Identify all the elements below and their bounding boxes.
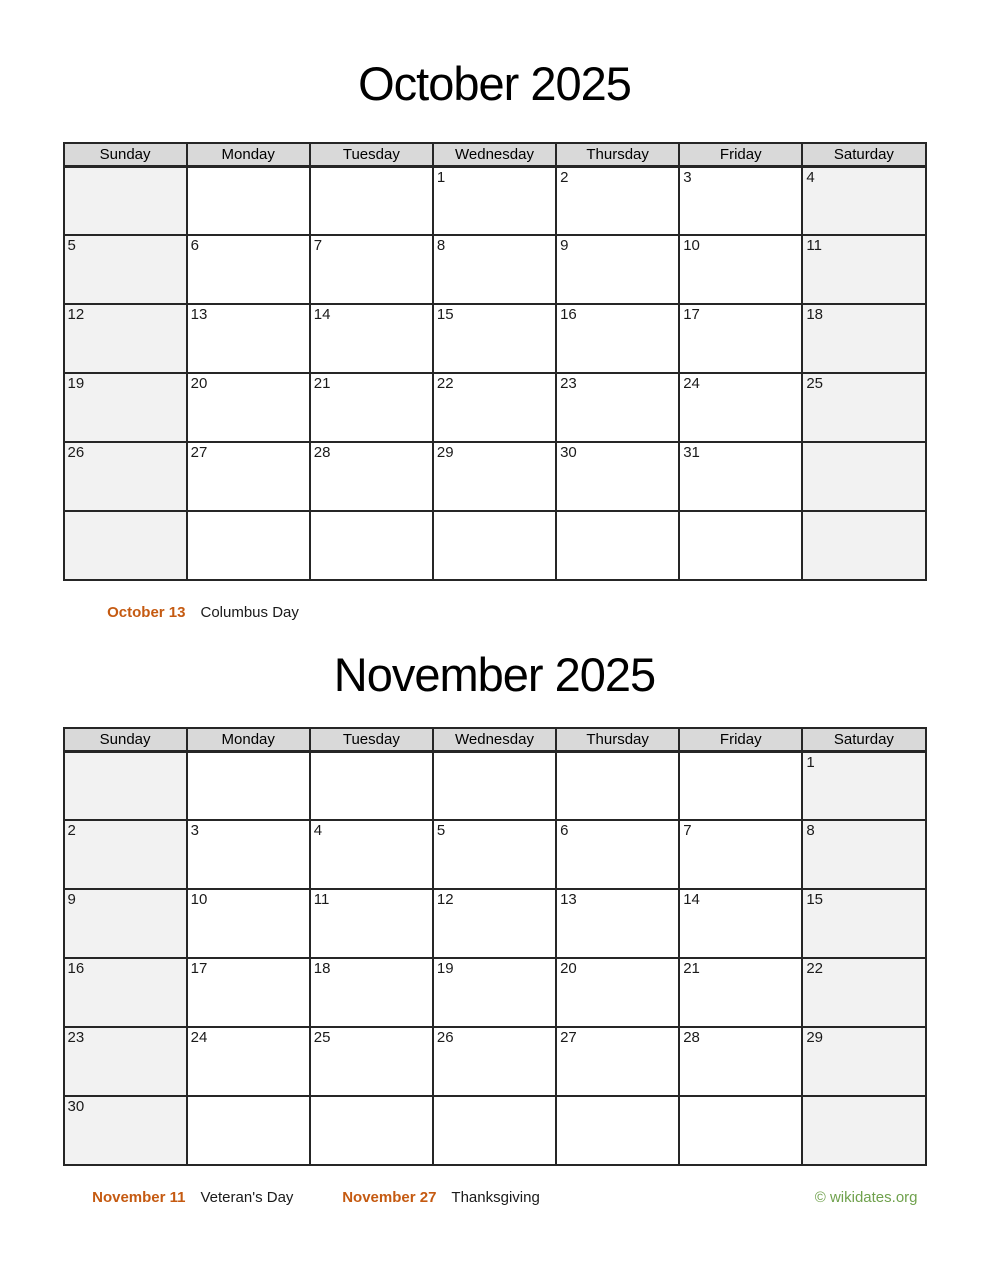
weekday-header: Saturday [802, 728, 925, 751]
holiday-notes [63, 1188, 927, 1208]
day-cell [64, 511, 187, 580]
day-cell [187, 1096, 310, 1165]
site-credit-link[interactable]: © wikidates.org [814, 1189, 918, 1206]
day-cell: 29 [433, 442, 556, 511]
day-cell: 25 [802, 373, 925, 442]
day-cell: 31 [679, 442, 802, 511]
day-cell [556, 511, 679, 580]
day-cell [187, 751, 310, 820]
day-cell: 12 [64, 304, 187, 373]
day-cell: 30 [64, 1096, 187, 1165]
day-cell [433, 511, 556, 580]
weekday-header: Friday [679, 143, 802, 166]
weekday-header: Tuesday [310, 728, 433, 751]
day-cell: 7 [679, 820, 802, 889]
day-cell [310, 1096, 433, 1165]
weekday-header: Tuesday [310, 143, 433, 166]
holiday-date: November 27 [342, 1189, 437, 1206]
day-cell [64, 166, 187, 235]
day-cell [64, 751, 187, 820]
holiday-name: Veteran's Day [200, 1189, 294, 1206]
day-cell: 26 [64, 442, 187, 511]
day-cell: 30 [556, 442, 679, 511]
day-cell: 29 [802, 1027, 925, 1096]
day-cell [310, 511, 433, 580]
day-cell [679, 1096, 802, 1165]
day-cell: 14 [679, 889, 802, 958]
day-cell: 19 [64, 373, 187, 442]
day-cell: 11 [310, 889, 433, 958]
day-cell: 23 [64, 1027, 187, 1096]
day-cell: 13 [556, 889, 679, 958]
holiday-item [63, 1188, 294, 1208]
day-cell: 20 [187, 373, 310, 442]
day-cell: 4 [802, 166, 925, 235]
day-cell: 22 [433, 373, 556, 442]
month-title: November 2025 [333, 648, 656, 701]
day-cell [433, 1096, 556, 1165]
day-cell: 28 [310, 442, 433, 511]
day-cell: 10 [679, 235, 802, 304]
week-row [64, 442, 926, 511]
weekday-header: Monday [187, 728, 310, 751]
day-cell: 7 [310, 235, 433, 304]
day-cell: 2 [64, 820, 187, 889]
day-cell: 3 [187, 820, 310, 889]
day-cell: 27 [187, 442, 310, 511]
weekday-header: Saturday [802, 143, 925, 166]
weekday-header: Thursday [556, 728, 679, 751]
day-cell [802, 1096, 925, 1165]
holiday-date: October 13 [107, 604, 186, 621]
day-cell [802, 511, 925, 580]
week-row [64, 511, 926, 580]
week-row [64, 958, 926, 1027]
month-section [63, 57, 927, 623]
day-cell: 22 [802, 958, 925, 1027]
weekday-header: Friday [679, 728, 802, 751]
day-cell: 1 [433, 166, 556, 235]
day-cell: 16 [64, 958, 187, 1027]
day-cell: 23 [556, 373, 679, 442]
day-cell [679, 751, 802, 820]
day-cell [679, 511, 802, 580]
week-row [64, 1027, 926, 1096]
day-cell: 13 [187, 304, 310, 373]
weekday-header: Wednesday [433, 728, 556, 751]
holiday-item [63, 603, 299, 623]
day-cell: 5 [64, 235, 187, 304]
holiday-name: Columbus Day [200, 604, 299, 621]
day-cell: 14 [310, 304, 433, 373]
day-cell: 15 [802, 889, 925, 958]
day-cell [187, 511, 310, 580]
day-cell: 1 [802, 751, 925, 820]
day-cell: 18 [310, 958, 433, 1027]
day-cell: 20 [556, 958, 679, 1027]
holiday-notes [63, 603, 927, 623]
week-row [64, 235, 926, 304]
day-cell: 21 [310, 373, 433, 442]
day-cell: 28 [679, 1027, 802, 1096]
day-cell: 24 [187, 1027, 310, 1096]
day-cell: 3 [679, 166, 802, 235]
day-cell: 8 [802, 820, 925, 889]
day-cell: 18 [802, 304, 925, 373]
day-cell: 6 [556, 820, 679, 889]
holiday-item [313, 1188, 539, 1208]
day-cell: 19 [433, 958, 556, 1027]
holiday-date: November 11 [92, 1189, 186, 1206]
day-cell: 25 [310, 1027, 433, 1096]
day-cell: 5 [433, 820, 556, 889]
day-cell [802, 442, 925, 511]
weekday-header: Sunday [64, 143, 187, 166]
day-cell: 10 [187, 889, 310, 958]
day-cell: 9 [556, 235, 679, 304]
weekday-header-row [64, 728, 926, 751]
day-cell: 15 [433, 304, 556, 373]
day-cell: 16 [556, 304, 679, 373]
week-row [64, 166, 926, 235]
calendar-table [63, 727, 927, 1166]
day-cell [310, 751, 433, 820]
day-cell: 4 [310, 820, 433, 889]
day-cell: 24 [679, 373, 802, 442]
week-row [64, 304, 926, 373]
day-cell: 27 [556, 1027, 679, 1096]
day-cell: 17 [679, 304, 802, 373]
week-row [64, 1096, 926, 1165]
day-cell: 12 [433, 889, 556, 958]
week-row [64, 889, 926, 958]
weekday-header: Monday [187, 143, 310, 166]
week-row [64, 751, 926, 820]
day-cell: 26 [433, 1027, 556, 1096]
day-cell: 21 [679, 958, 802, 1027]
calendar-table [63, 142, 927, 581]
day-cell: 6 [187, 235, 310, 304]
day-cell: 2 [556, 166, 679, 235]
day-cell [556, 751, 679, 820]
day-cell: 8 [433, 235, 556, 304]
day-cell: 17 [187, 958, 310, 1027]
weekday-header: Thursday [556, 143, 679, 166]
holiday-name: Thanksgiving [451, 1189, 540, 1206]
weekday-header: Wednesday [433, 143, 556, 166]
weekday-header-row [64, 143, 926, 166]
month-section [63, 648, 927, 1208]
day-cell [310, 166, 433, 235]
day-cell: 11 [802, 235, 925, 304]
week-row [64, 373, 926, 442]
month-title: October 2025 [358, 57, 631, 110]
day-cell [433, 751, 556, 820]
day-cell [187, 166, 310, 235]
months-container [63, 57, 927, 1208]
day-cell [556, 1096, 679, 1165]
weekday-header: Sunday [64, 728, 187, 751]
week-row [64, 820, 926, 889]
day-cell: 9 [64, 889, 187, 958]
